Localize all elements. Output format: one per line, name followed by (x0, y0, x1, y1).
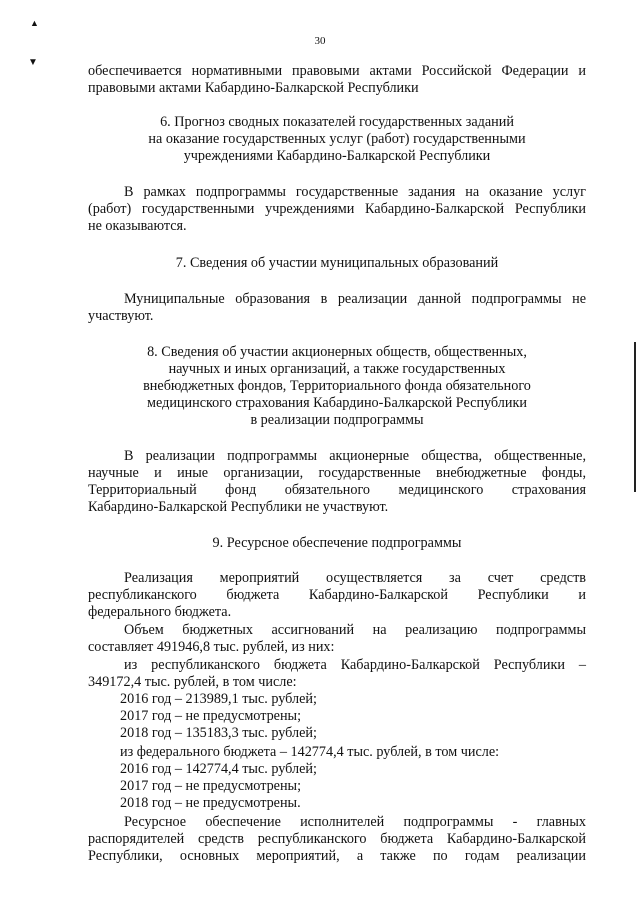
republican-budget-years (88, 691, 586, 742)
section-9-paragraph-3: из республиканского бюджета Кабардино-Балкарской Республики – 349172,4 тыс. рублей, в том числе: (88, 657, 586, 690)
section-9-paragraph-4: Ресурсное обеспечение исполнителей подпрограммы - главных распорядителей средств республиканского бюджета Кабардино-Балкарской Республики, основных мероприятий, а также по годам реализации (88, 814, 586, 864)
scan-mark: ▲ (30, 18, 39, 28)
section-8-text: В реализации подпрограммы акционерные общества, общественные, научные и иные организации, государственные внебюджетные фонды, Территориальный фонд обязательного медицинского страхования Кабардино-Балкарской Республики не участвуют. (88, 448, 586, 515)
federal-budget-line: из федерального бюджета – 142774,4 тыс. рублей, в том числе: (120, 744, 500, 760)
section-8-heading: 8. Сведения об участии акционерных обществ, общественных, научных и иных организаций, а также государственных внебюджетных фондов, Территориального фонда обязательного медицинского страхования Кабардино-Балкарской Республики в реализации подпрограммы (143, 344, 531, 428)
list-item: 2018 год – 135183,3 тыс. рублей; (120, 725, 317, 741)
list-item: 2017 год – не предусмотрены; (120, 708, 302, 724)
federal-budget-years (88, 761, 586, 812)
list-item: 2016 год – 213989,1 тыс. рублей; (120, 691, 317, 707)
intro-paragraph: обеспечивается нормативными правовыми актами Российской Федерации и правовыми актами Кабардино-Балкарской Республики (88, 63, 586, 96)
section-6-text: В рамках подпрограммы государственные задания на оказание услуг (работ) государственными учреждениями Кабардино-Балкарской Республики не оказываются. (88, 184, 586, 234)
section-9-paragraph-1: Реализация мероприятий осуществляется за счет средств республиканского бюджета Кабардино-Балкарской Республики и федерального бюджета. (88, 570, 586, 620)
list-item: 2016 год – 142774,4 тыс. рублей; (120, 761, 317, 777)
section-7-text: Муниципальные образования в реализации данной подпрограммы не участвуют. (88, 291, 586, 324)
list-item: 2017 год – не предусмотрены; (120, 778, 302, 794)
section-9-paragraph-2: Объем бюджетных ассигнований на реализацию подпрограммы составляет 491946,8 тыс. рублей, из них: (88, 622, 586, 655)
page-number: 30 (314, 35, 326, 47)
section-7-heading: 7. Сведения об участии муниципальных образований (175, 255, 499, 271)
section-9-heading: 9. Ресурсное обеспечение подпрограммы (212, 535, 462, 551)
scan-edge-line (634, 342, 636, 492)
list-item: 2018 год – не предусмотрены. (120, 795, 301, 811)
scan-mark: ▼ (28, 57, 38, 68)
section-6-heading: 6. Прогноз сводных показателей государственных заданий на оказание государственных услуг (работ) государственными учреждениями Кабардино-Балкарской Республики (148, 114, 526, 164)
